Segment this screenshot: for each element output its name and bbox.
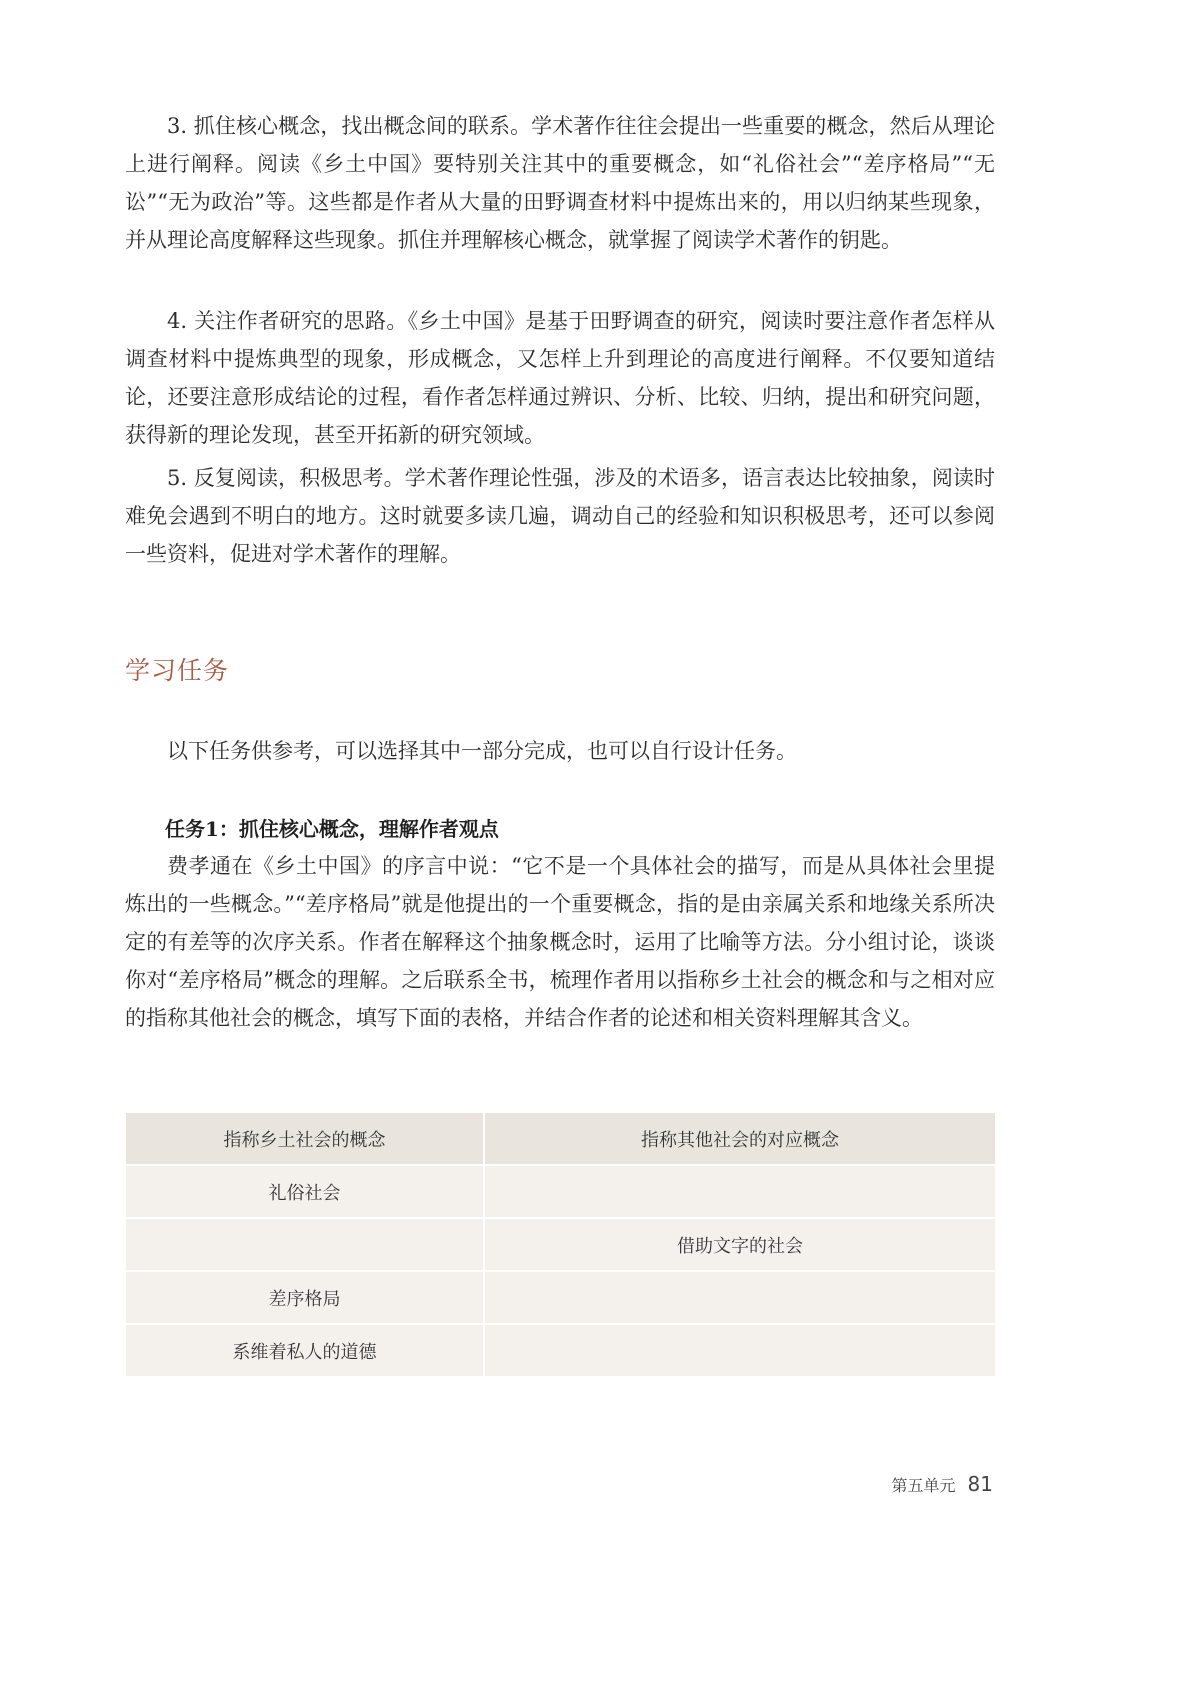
table-row bbox=[126, 1324, 995, 1377]
table-cell-other-concept bbox=[484, 1165, 995, 1218]
section-intro: 以下任务供参考，可以选择其中一部分完成，也可以自行设计任务。 bbox=[167, 739, 797, 763]
section-title: 学习任务 bbox=[125, 656, 230, 685]
table-cell-rural-concept: 差序格局 bbox=[126, 1271, 484, 1324]
table-header-cell: 指称乡土社会的概念 bbox=[126, 1113, 484, 1165]
paragraph-core-concepts: 3. 抓住核心概念，找出概念间的联系。学术著作往往会提出一些重要的概念，然后从理论上进行阐释。阅读《乡土中国》要特别关注其中的重要概念，如“礼俗社会”“差序格局”“无讼”“无为政治”等。这些都是作者从大量的田野调查材料中提炼出来的，用以归纳某些现象，并从理论高度解释这些现象。抓住并理解核心概念，就掌握了阅读学术著作的钥匙。 bbox=[125, 114, 995, 252]
table-cell-other-concept bbox=[484, 1324, 995, 1377]
table-header-row bbox=[126, 1113, 995, 1165]
page-footer bbox=[892, 1472, 993, 1496]
paragraph-repeated-reading: 5. 反复阅读，积极思考。学术著作理论性强，涉及的术语多，语言表达比较抽象，阅读时难免会遇到不明白的地方。这时就要多读几遍，调动自己的经验和知识积极思考，还可以参阅一些资料，促进对学术著作的理解。 bbox=[125, 466, 995, 566]
task-title: 任务1：抓住核心概念，理解作者观点 bbox=[165, 817, 499, 841]
concept-table bbox=[126, 1113, 995, 1378]
table-cell-rural-concept: 礼俗社会 bbox=[126, 1165, 484, 1218]
table-row bbox=[126, 1165, 995, 1218]
page-number: 81 bbox=[967, 1472, 993, 1496]
table-cell-other-concept: 借助文字的社会 bbox=[484, 1218, 995, 1271]
table-cell-rural-concept bbox=[126, 1218, 484, 1271]
paragraph-research-approach: 4. 关注作者研究的思路。《乡土中国》是基于田野调查的研究，阅读时要注意作者怎样从调查材料中提炼典型的现象，形成概念，又怎样上升到理论的高度进行阐释。不仅要知道结论，还要注意形成结论的过程，看作者怎样通过辨识、分析、比较、归纳，提出和研究问题，获得新的理论发现，甚至开拓新的研究领域。 bbox=[125, 309, 995, 447]
table-cell-other-concept bbox=[484, 1271, 995, 1324]
unit-label: 第五单元 bbox=[891, 1476, 956, 1495]
table-row bbox=[126, 1271, 995, 1324]
task-body: 费孝通在《乡土中国》的序言中说：“它不是一个具体社会的描写，而是从具体社会里提炼出的一些概念。”“差序格局”就是他提出的一个重要概念，指的是由亲属关系和地缘关系所决定的有差等的次序关系。作者在解释这个抽象概念时，运用了比喻等方法。分小组讨论，谈谈你对“差序格局”概念的理解。之后联系全书，梳理作者用以指称乡土社会的概念和与之相对应的指称其他社会的概念，填写下面的表格，并结合作者的论述和相关资料理解其含义。 bbox=[125, 854, 995, 1030]
table-header-cell: 指称其他社会的对应概念 bbox=[484, 1113, 995, 1165]
table-cell-rural-concept: 系维着私人的道德 bbox=[126, 1324, 484, 1377]
table-row bbox=[126, 1218, 995, 1271]
